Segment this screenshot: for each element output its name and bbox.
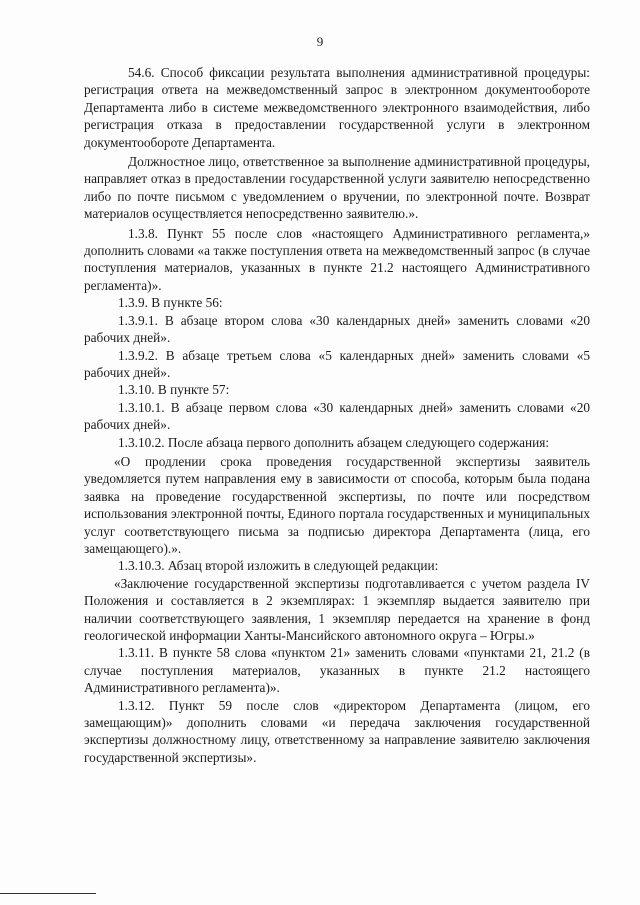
paragraph-1-3-10-1: 1.3.10.1. В абзаце первом слова «30 календарных дней» заменить словами «20 рабочих дней». [84, 399, 590, 433]
paragraph-1-3-9-1: 1.3.9.1. В абзаце втором слова «30 календарных дней» заменить словами «20 рабочих дней». [84, 312, 590, 346]
document-body [84, 62, 590, 766]
paragraph-1-3-8: 1.3.8. Пункт 55 после слов «настоящего Административного регламента,» дополнить словами «а также поступления ответа на межведомственный запрос (в случае поступления материалов, указанных в пункте 21.2 настоящего Административного регламента)». [84, 225, 590, 293]
paragraph-official-refusal: Должностное лицо, ответственное за выполнение административной процедуры, направляет отказ в предоставлении государственной услуги заявителю непосредственно либо по почте письмом с уведомлением о вручении, по электронной почте. Возврат материалов осуществляется непосредственно заявителю.». [84, 154, 590, 222]
quote-extension-notice: «О продлении срока проведения государственной экспертизы заявитель уведомляется путем направления ему в зависимости от способа, которым была подана заявка на проведение государственной экспертизы, по почте или посредством использования электронной почты, Единого портала государственных и муниципальных услуг соответствующего письма за подписью директора Департамента (лица, его замещающего).». [84, 453, 590, 556]
page-number: 9 [316, 34, 324, 49]
paragraph-1-3-9-2: 1.3.9.2. В абзаце третьем слова «5 календарных дней» заменить словами «5 рабочих дней». [84, 347, 590, 380]
paragraph-1-3-11: 1.3.11. В пункте 58 слова «пунктом 21» заменить словами «пунктами 21, 21.2 (в случае поступления материалов, указанных в пункте 21.2 настоящего Административного регламента)». [84, 645, 590, 696]
paragraph-1-3-9: 1.3.9. В пункте 56: [118, 295, 223, 311]
paragraph-1-3-10-2: 1.3.10.2. После абзаца первого дополнить абзацем следующего содержания: [118, 434, 550, 450]
paragraph-1-3-12: 1.3.12. Пункт 59 после слов «директором Департамента (лицом, его замещающим)» дополнить словами «и передача заключения государственной экспертизы должностному лицу, ответственному за направление заявителю заключения государственной экспертизы». [84, 697, 590, 765]
footnote-divider [0, 893, 96, 894]
paragraph-1-3-10: 1.3.10. В пункте 57: [118, 382, 230, 398]
paragraph-54-6: 54.6. Способ фиксации результата выполнения административной процедуры: регистрация ответа на межведомственный запрос в электронном документообороте Департамента либо в системе межведомственного электронного взаимодействия, либо регистрация отказа в предоставлении государственной услуги в электронном документообороте Департамента. [84, 65, 590, 150]
quote-expert-conclusion: «Заключение государственной экспертизы подготавливается с учетом раздела IV Положения и составляется в 2 экземплярах: 1 экземпляр выдается заявителю при наличии соответствующего заявления, 1 экземпляр передается на хранение в фонд геологической информации Ханты-Мансийского автономного округа – Югры.» [84, 575, 590, 643]
paragraph-1-3-10-3: 1.3.10.3. Абзац второй изложить в следующей редакции: [118, 558, 439, 574]
